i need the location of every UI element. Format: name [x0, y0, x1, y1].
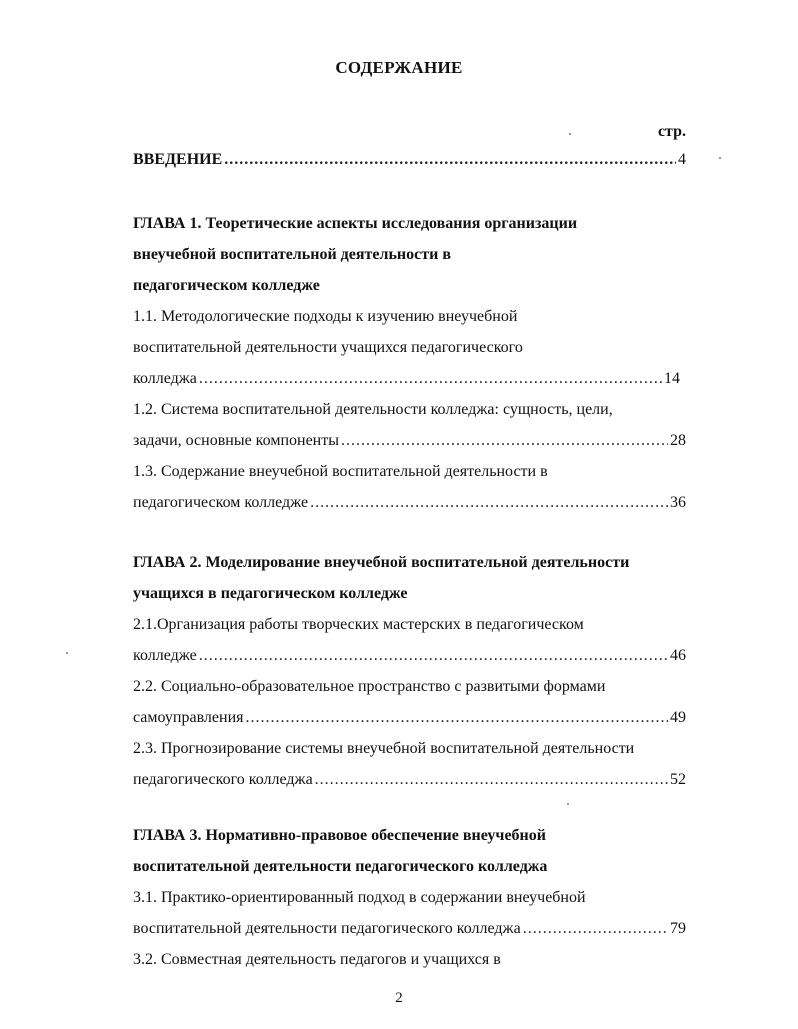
toc-page-number: 79 [670, 920, 686, 937]
dot-leader [199, 646, 668, 666]
section-2-3-line-1: 2.3. Прогнозирование системы внеучебной воспитательной деятельности [133, 740, 635, 757]
toc-entry-intro[interactable] [133, 150, 686, 170]
toc-page-number: 49 [670, 709, 686, 726]
dot-leader [315, 770, 668, 790]
dot-leader [523, 919, 668, 939]
scan-speck [66, 652, 68, 654]
toc-page-number: 46 [670, 647, 686, 664]
chapter-1-title-line-3: педагогическом колледже [133, 277, 320, 294]
section-1-1-line-2: воспитательной деятельности учащихся педагогического [133, 339, 523, 356]
dot-leader [224, 150, 676, 170]
page-title: СОДЕРЖАНИЕ [335, 58, 463, 77]
chapter-3-title-line-2: воспитательной деятельности педагогического колледжа [133, 858, 548, 875]
section-3-1-line-1: 3.1. Практико-ориентированный подход в содержании внеучебной [133, 889, 586, 906]
dot-leader [246, 708, 669, 728]
section-1-1-line-1: 1.1. Методологические подходы к изучению внеучебной [133, 308, 518, 325]
toc-entry-label: педагогического колледжа [133, 771, 313, 788]
toc-entry-label: воспитательной деятельности педагогического колледжа [133, 920, 521, 937]
toc-entry-1-3[interactable] [133, 493, 686, 513]
dot-leader [310, 493, 668, 513]
chapter-1-title-line-1: ГЛАВА 1. Теоретические аспекты исследования организации [133, 215, 578, 232]
dot-leader [199, 369, 662, 389]
toc-entry-1-2[interactable] [133, 431, 686, 451]
section-1-2-line-1: 1.2. Система воспитательной деятельности колледжа: сущность, цели, [133, 401, 613, 418]
toc-entry-2-2[interactable] [133, 708, 686, 728]
toc-page-number: 4 [678, 151, 686, 168]
toc-entry-label: педагогическом колледже [133, 494, 309, 511]
toc-entry-label: задачи, основные компоненты [133, 432, 339, 449]
section-1-3-line-1: 1.3. Содержание внеучебной воспитательной деятельности в [133, 463, 548, 480]
toc-entry-2-1[interactable] [133, 646, 686, 666]
dot-leader [341, 431, 668, 451]
scan-speck [719, 157, 721, 159]
toc-page-number: 36 [670, 494, 686, 511]
toc-entry-3-1[interactable] [133, 919, 686, 939]
page-number: 2 [395, 990, 403, 1006]
section-3-2-line-1: 3.2. Совместная деятельность педагогов и учащихся в [133, 951, 501, 968]
toc-entry-1-1[interactable] [133, 369, 686, 389]
toc-entry-label: колледжа [133, 370, 197, 387]
chapter-3-title-line-1: ГЛАВА 3. Нормативно-правовое обеспечение внеучебной [133, 827, 546, 844]
toc-entry-label: ВВЕДЕНИЕ [133, 151, 223, 168]
toc-page-number: 14 [664, 370, 680, 387]
section-2-2-line-1: 2.2. Социально-образовательное пространство с развитыми формами [133, 678, 606, 695]
section-2-1-line-1: 2.1.Организация работы творческих мастерских в педагогическом [133, 616, 584, 633]
chapter-2-title-line-1: ГЛАВА 2. Моделирование внеучебной воспитательной деятельности [133, 554, 630, 571]
toc-entry-2-3[interactable] [133, 770, 686, 790]
toc-page-number: 28 [670, 432, 686, 449]
toc-page-number: 52 [670, 771, 686, 788]
chapter-1-title-line-2: внеучебной воспитательной деятельности в [133, 246, 451, 263]
toc-entry-label: самоуправления [133, 709, 244, 726]
chapter-2-title-line-2: учащихся в педагогическом колледже [133, 585, 408, 602]
scan-speck [569, 133, 571, 135]
page-column-label: стр. [657, 123, 686, 140]
toc-entry-label: колледже [133, 647, 197, 664]
scan-speck [567, 803, 569, 805]
